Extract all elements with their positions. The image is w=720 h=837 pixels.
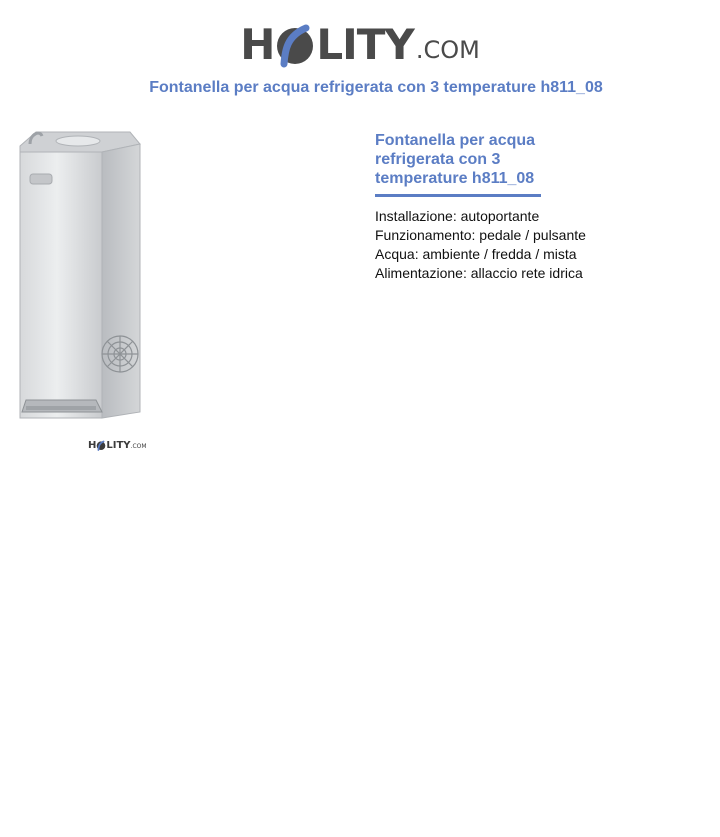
- small-brand-logo: [88, 440, 147, 451]
- logo-o-icon: [275, 22, 315, 68]
- product-image: [12, 122, 142, 422]
- brand-logo[interactable]: [0, 12, 720, 68]
- spec-supply: Alimentazione: allaccio rete idrica: [375, 265, 583, 281]
- logo-domain: .COM: [415, 36, 480, 64]
- logo-letters: LITY: [316, 20, 414, 69]
- spec-installation: Installazione: autoportante: [375, 208, 540, 224]
- page-title: Fontanella per acqua refrigerata con 3 temperature h811_08: [149, 79, 603, 96]
- product-title: Fontanella per acqua refrigerata con 3 temperature h811_08: [375, 132, 536, 187]
- small-logo-domain: .COM: [130, 443, 147, 450]
- spec-water: Acqua: ambiente / fredda / mista: [375, 246, 577, 262]
- spec-operation: Funzionamento: pedale / pulsante: [375, 227, 586, 243]
- title-underline: [375, 194, 541, 197]
- logo-letter-h: H: [240, 20, 275, 69]
- small-logo-o-icon: [96, 440, 106, 451]
- small-logo-letter-h: H: [88, 440, 97, 451]
- small-logo-letters: LITY: [106, 440, 131, 451]
- product-info: [375, 131, 615, 283]
